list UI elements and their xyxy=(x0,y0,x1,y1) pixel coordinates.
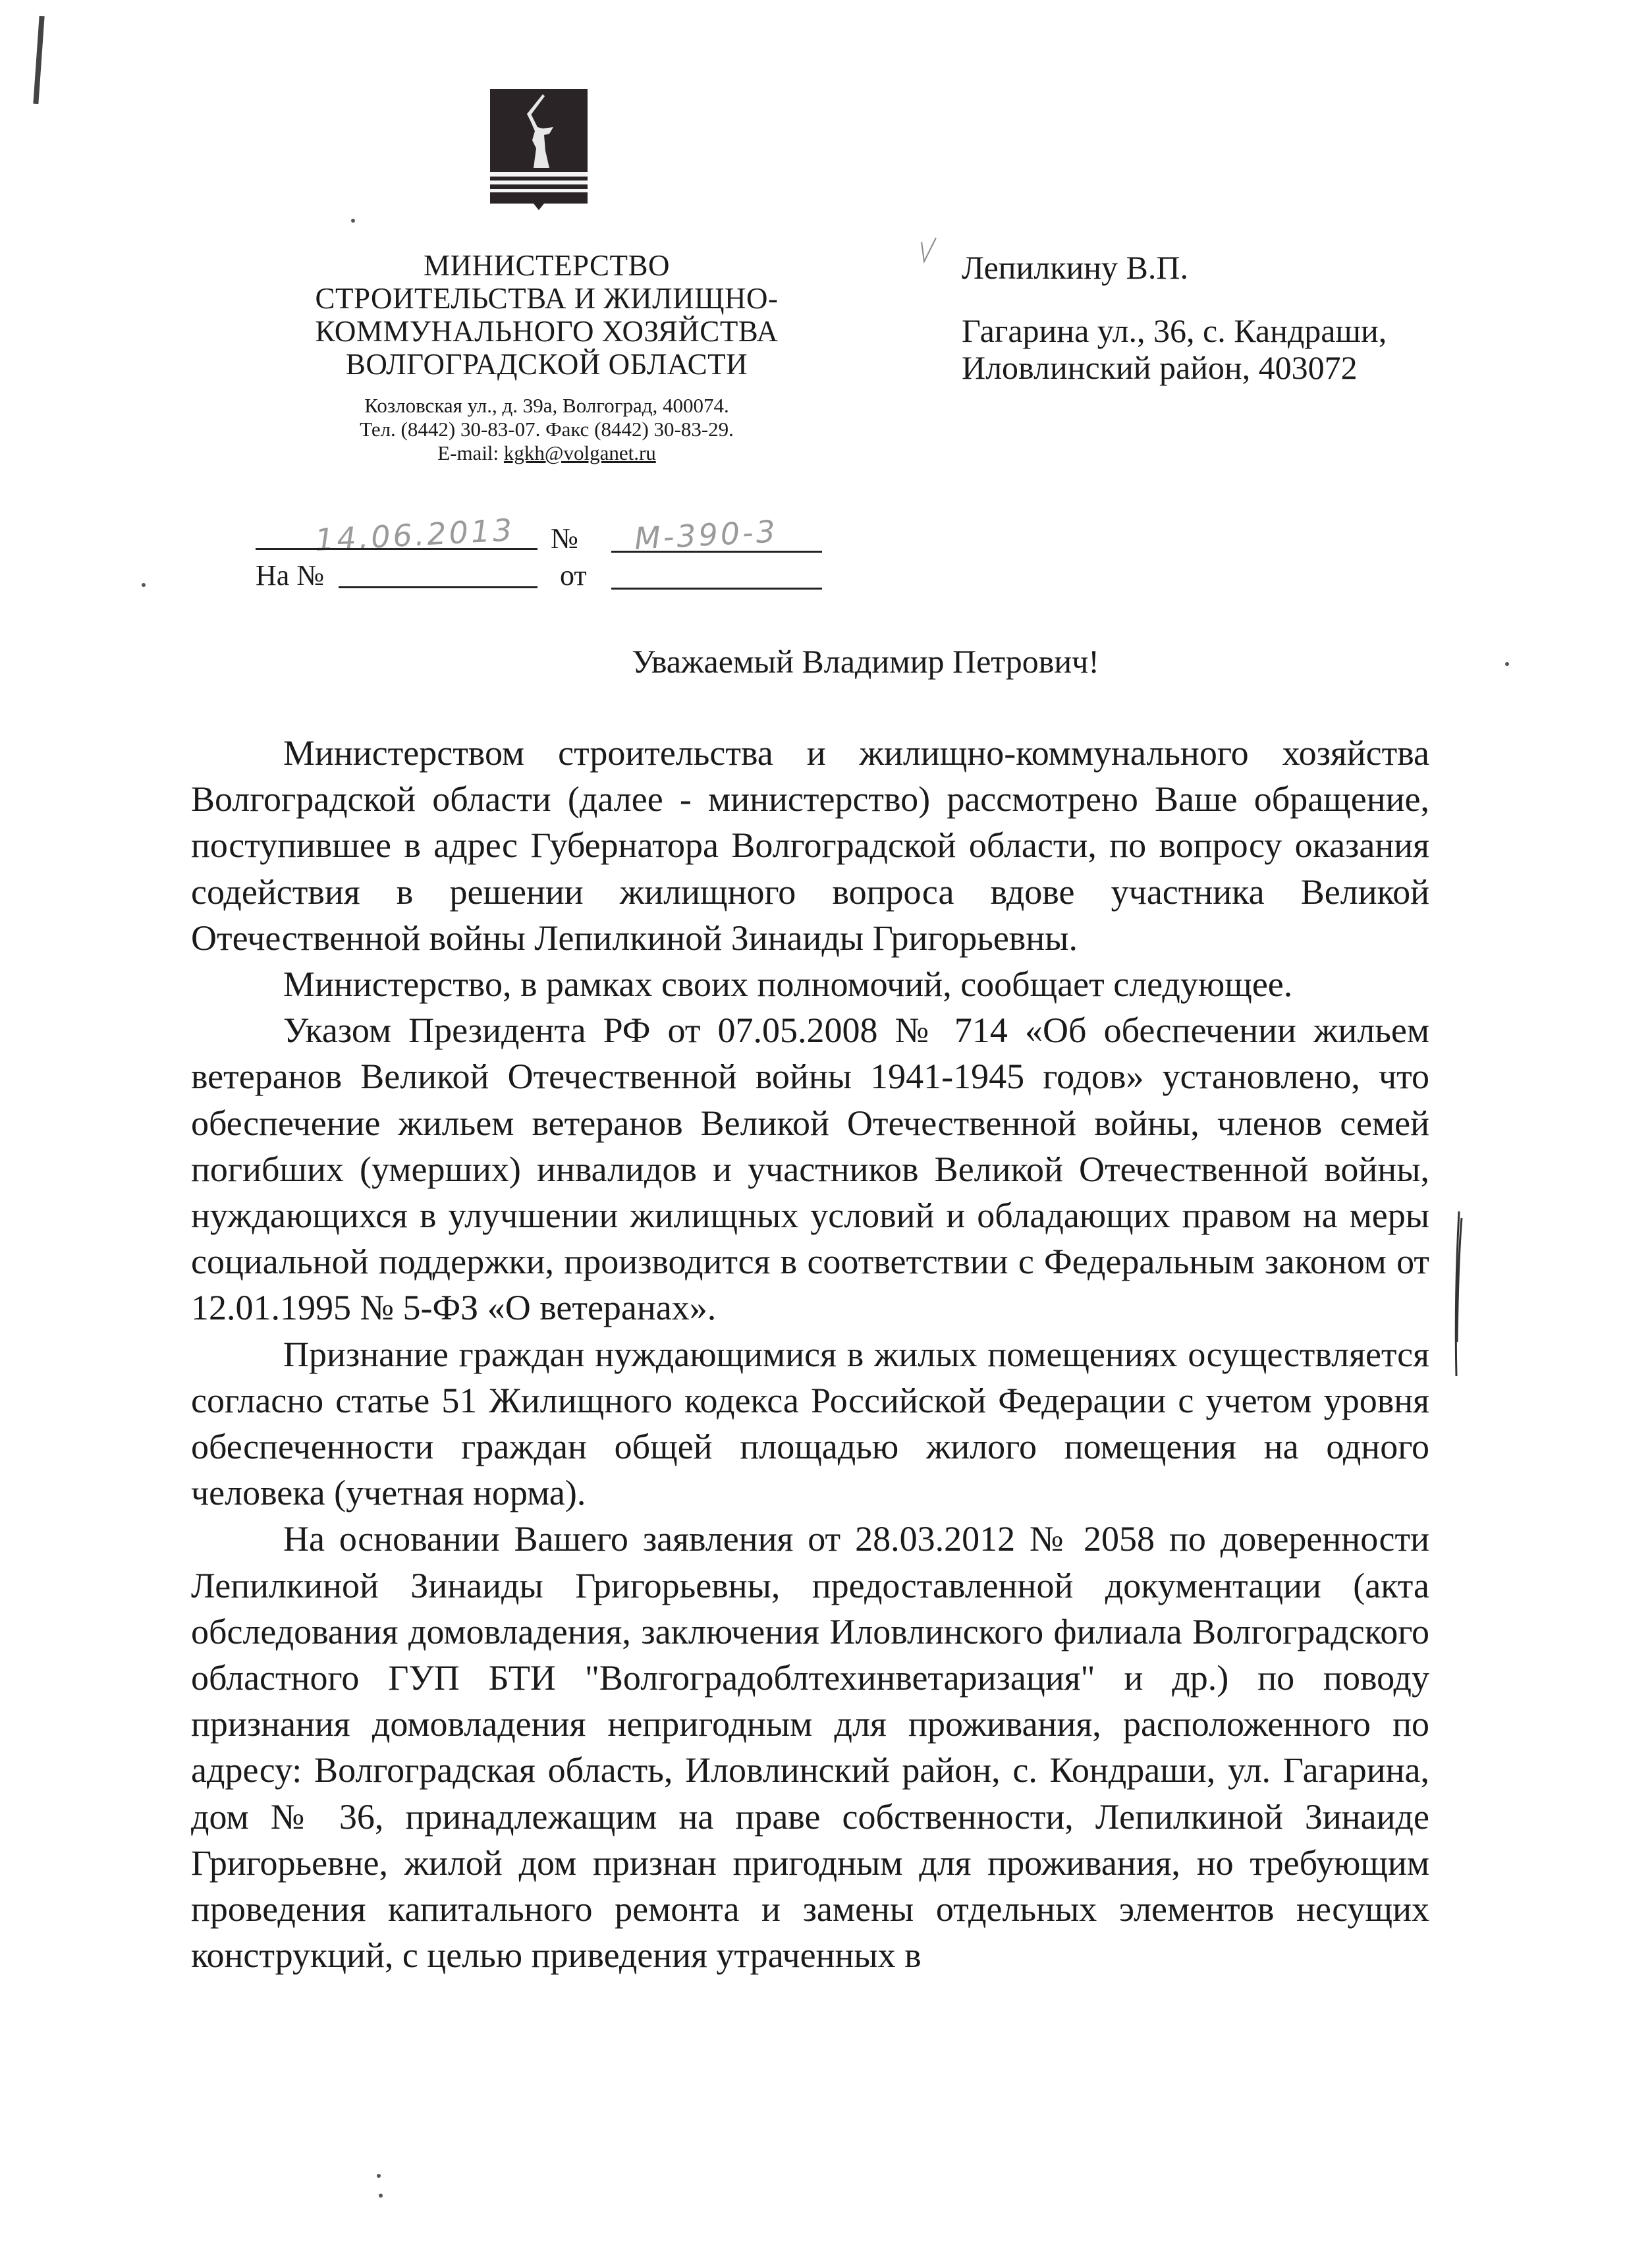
ministry-address: Козловская ул., д. 39а, Волгоград, 400074. xyxy=(364,394,729,417)
ministry-name xyxy=(263,249,830,381)
scan-speck xyxy=(377,2174,381,2178)
ministry-email-row xyxy=(263,441,830,465)
reply-to-label: На № xyxy=(256,559,325,592)
paragraph: Министерством строительства и жилищно-коммунального хозяйства Волгоградской области (далее - министерство) рассмотрено Ваше обращение, поступившее в адрес Губернатора Волгоградской области, по вопросу оказания содействия в решении жилищного вопроса вдове участника Великой Отечественной войны Лепилкиной Зинаиды Григорьевны. xyxy=(191,733,1429,958)
number-label: № xyxy=(551,522,578,555)
handwritten-date: 14.06.2013 xyxy=(314,512,516,558)
addressee-block xyxy=(962,249,1387,386)
date-line xyxy=(256,548,537,550)
email-link[interactable]: kgkh@volganet.ru xyxy=(503,441,656,464)
ministry-phones: Тел. (8442) 30-83-07. Факс (8442) 30-83-29. xyxy=(360,418,734,441)
scan-speck xyxy=(142,583,146,587)
scan-artifact-mark xyxy=(33,16,44,104)
handwritten-number: М-390-3 xyxy=(633,513,779,557)
ministry-line: КОММУНАЛЬНОГО ХОЗЯЙСТВА xyxy=(315,315,779,348)
from-line xyxy=(611,588,822,590)
addressee-address-line: Гагарина ул., 36, с. Кандраши, xyxy=(962,312,1387,349)
letter-body xyxy=(191,730,1429,1978)
email-label: E-mail: xyxy=(437,441,504,464)
ministry-line: СТРОИТЕЛЬСТВА И ЖИЛИЩНО- xyxy=(315,282,779,315)
ministry-line: МИНИСТЕРСТВО xyxy=(423,249,671,282)
paragraph: На основании Вашего заявления от 28.03.2012 № 2058 по доверенности Лепилкиной Зинаиды Григорьевны, предоставленной документации (акта обследования домовладения, заключения Иловлинского филиала Волгоградского областного ГУП БТИ "Волгоградоблтехинветаризация" и др.) по поводу признания домовладения непригодным для проживания, расположенного по адресу: Волгоградская область, Иловлинский район, с. Кондраши, ул. Гагарина, дом № 36, принадлежащим на праве собственности, Лепилкиной Зинаиде Григорьевне, жилой дом признан пригодным для проживания, но требующим проведения капитального ремонта и замены отдельных элементов несущих конструкций, с целью приведения утраченных в xyxy=(191,1519,1429,1976)
coat-of-arms-icon xyxy=(489,88,589,211)
addressee-address-line: Иловлинский район, 403072 xyxy=(962,349,1358,386)
reply-to-line xyxy=(339,586,537,588)
paragraph: Министерство, в рамках своих полномочий, сообщает следующее. xyxy=(283,964,1293,1005)
paragraph: Признание граждан нуждающимися в жилых помещениях осуществляется согласно статье 51 Жилищного кодекса Российской Федерации с учетом уровня обеспеченности граждан общей площадью жилого помещения на одного человека (учетная норма). xyxy=(191,1334,1429,1513)
scan-speck xyxy=(379,2194,383,2198)
from-label: от xyxy=(560,559,587,592)
addressee-name: Лепилкину В.П. xyxy=(962,249,1188,286)
registration-block xyxy=(256,514,822,599)
checkmark-icon xyxy=(919,235,939,268)
scan-speck xyxy=(351,219,355,223)
ministry-line: ВОЛГОГРАДСКОЙ ОБЛАСТИ xyxy=(345,348,748,381)
greeting: Уважаемый Владимир Петрович! xyxy=(632,643,1099,680)
handwritten-margin-mark xyxy=(1454,1210,1460,1378)
number-line xyxy=(611,551,822,553)
ministry-contacts xyxy=(263,394,830,465)
paragraph: Указом Президента РФ от 07.05.2008 № 714 «Об обеспечении жильем ветеранов Великой Отечественной войны 1941-1945 годов» установлено, что обеспечение жильем ветеранов Великой Отечественной войны, членов семей погибших (умерших) инвалидов и участников Великой Отечественной войны, нуждающихся в улучшении жилищных условий и обладающих правом на меры социальной поддержки, производится в соответствии с Федеральным законом от 12.01.1995 № 5-ФЗ «О ветеранах». xyxy=(191,1011,1429,1328)
